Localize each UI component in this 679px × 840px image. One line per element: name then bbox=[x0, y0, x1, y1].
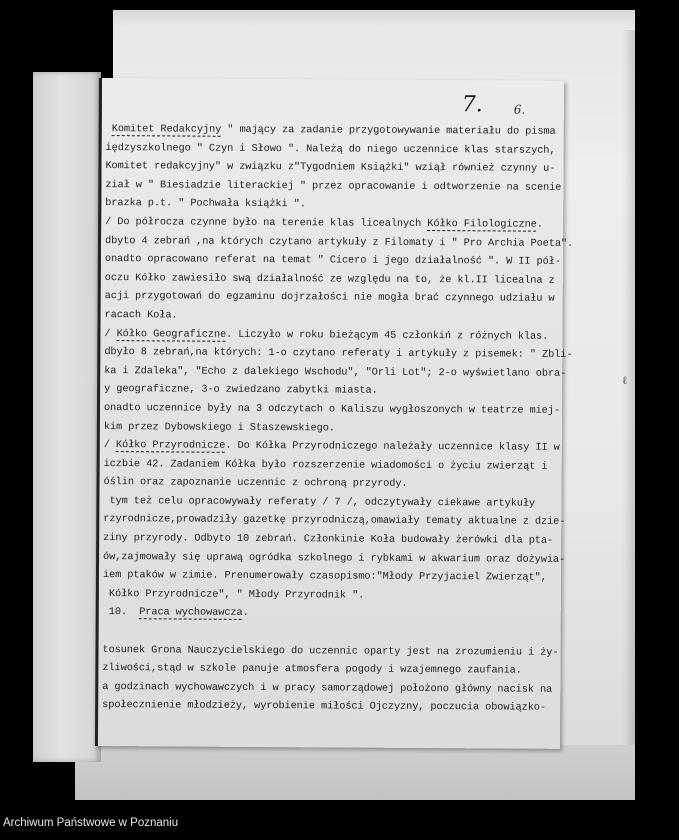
text-segment: / Do półrocza czynne było na terenie klas licealnych bbox=[105, 216, 428, 230]
text-segment: oczu Kółko zawiesiło swą działalność ze względu na to, że kl.II licealna z bbox=[104, 271, 555, 287]
text-line bbox=[103, 399, 560, 420]
folded-page-edge bbox=[33, 72, 101, 762]
text-segment: 10. bbox=[102, 606, 140, 619]
text-segment: dbyło 8 zebrań,na których: 1-o czytano referaty i artykuły z pisemek: " Zbli- bbox=[104, 346, 573, 362]
text-line bbox=[106, 120, 556, 141]
text-line bbox=[103, 566, 553, 587]
text-segment: tym też celu opracowywały referaty / 7 /, odczytywały ciekawe artykuły bbox=[103, 494, 536, 510]
text-segment: a godzinach wychowawczych i w pracy samorządowej położono główny nacisk na bbox=[102, 680, 553, 696]
text-segment: społecznienie młodzieży, wyrobienie miłości Ojczyzny, poczucia obowiązko- bbox=[102, 699, 546, 715]
text-segment: / bbox=[103, 439, 116, 452]
text-line bbox=[104, 343, 573, 364]
text-segment: ziny przyrody. Odbyto 10 zebrań. Członkinie Koła budowały żerówki dla pta- bbox=[103, 532, 554, 547]
text-segment: zliwości,stąd w szkole panuje atmosfera pogody i wzajemnego zaufania. bbox=[102, 662, 522, 677]
text-line bbox=[103, 603, 553, 624]
text-segment: . Liczyło w roku bieżącym 45 członkiń z różnych klas. bbox=[226, 328, 549, 343]
old-folio-number: 6. bbox=[513, 102, 526, 117]
back-sheet-top-edge bbox=[113, 10, 635, 30]
text-segment: dbyto 4 zebrań ,na których czytano artykuły z Filomaty i " Pro Archia Poeta". bbox=[104, 234, 574, 250]
text-segment: Komitet redakcyjny" w związku z"Tygodniem Książki" wziął również czynny u- bbox=[105, 160, 556, 175]
text-segment: óślin oraz zapoznanie uczennic z ochroną przyrody. bbox=[103, 476, 408, 491]
text-line bbox=[104, 250, 561, 271]
text-line bbox=[105, 213, 555, 234]
text-segment: brazka p.t. " Pochwała książki ". bbox=[105, 197, 306, 211]
text-segment: " mający za zadanie przygotowywanie materiału do pisma bbox=[221, 123, 556, 138]
text-line bbox=[102, 696, 552, 717]
text-segment: . bbox=[242, 607, 249, 620]
text-segment: ów,zajmowały się uprawą ogródka szkolnego i rybkami w akwarium oraz dożywia- bbox=[103, 550, 566, 566]
page-text bbox=[102, 120, 574, 718]
section-heading: Praca wychowawcza bbox=[139, 606, 243, 620]
text-segment: acji przygotowań do egzaminu dojrzałości nie mogła brać czynnego udziału w bbox=[104, 290, 555, 306]
text-segment: kim przez Dybowskiego i Staszewskiego. bbox=[103, 420, 335, 434]
scan-base bbox=[75, 745, 635, 800]
text-segment: onadto uczennice były na 3 odczytach o Kaliszu wygłoszonych w teatrze miej- bbox=[103, 401, 560, 417]
text-segment: . bbox=[536, 218, 543, 231]
section-heading: Kółko Geograficzne bbox=[116, 327, 227, 341]
text-segment: iczbie 42. Zadaniem Kółka było rozszerzenie wiadomości o życiu zwierząt i bbox=[103, 457, 548, 473]
text-segment: racach Koła. bbox=[104, 308, 178, 322]
text-line bbox=[105, 157, 555, 178]
text-segment: iędzyszkolnego " Czyn i Słowo ". Należą do niego uczennice klas starszych, bbox=[105, 141, 556, 157]
folio-number: 7. bbox=[461, 92, 483, 118]
text-line bbox=[102, 659, 552, 680]
text-segment: iem ptaków w zimie. Prenumerowały czasopismo:"Młody Przyjaciel Zwierząt", bbox=[102, 569, 547, 584]
text-segment: ział w " Biesiadzie literackiej " przez opracowanie i odtworzenie na scenie bbox=[105, 178, 562, 194]
typewritten-page bbox=[95, 78, 574, 749]
text-segment: y geograficzne, 3-o zwiedzano zabytki miasta. bbox=[104, 383, 378, 398]
section-heading: Kółko Filologiczne bbox=[427, 217, 537, 231]
text-segment: ka i Zdaleka", "Echo z dalekiego Wschodu", "Orli Lot"; 2-o wyświetlano obra- bbox=[104, 364, 567, 380]
text-line bbox=[103, 436, 560, 457]
text-segment: . Do Kółka Przyrodniczego należały uczennice klasy II w bbox=[225, 439, 560, 454]
section-heading: Komitet Redakcyjny bbox=[111, 123, 222, 136]
margin-mark: ℓ bbox=[622, 374, 628, 387]
text-line bbox=[104, 306, 554, 327]
text-line bbox=[103, 529, 553, 550]
archive-credit: Archiwum Państwowe w Poznaniu bbox=[3, 817, 179, 829]
text-segment: onadto opracowano referat na temat " Cicero i jego działalność ". W II pół- bbox=[104, 253, 561, 268]
text-segment: Kółko Przyrodnicze", " Młody Przyrodnik ". bbox=[102, 587, 365, 602]
text-segment: / bbox=[104, 327, 117, 340]
text-segment: tosunek Grona Nauczycielskiego do uczennic oparty jest na zrozumieniu i ży- bbox=[102, 643, 559, 659]
text-segment: rzyrodnicze,prowadziły gazetkę przyrodniczą,omawiały tematy aktualne z dzie- bbox=[103, 513, 566, 529]
section-heading: Kółko Przyrodnicze bbox=[115, 439, 226, 452]
